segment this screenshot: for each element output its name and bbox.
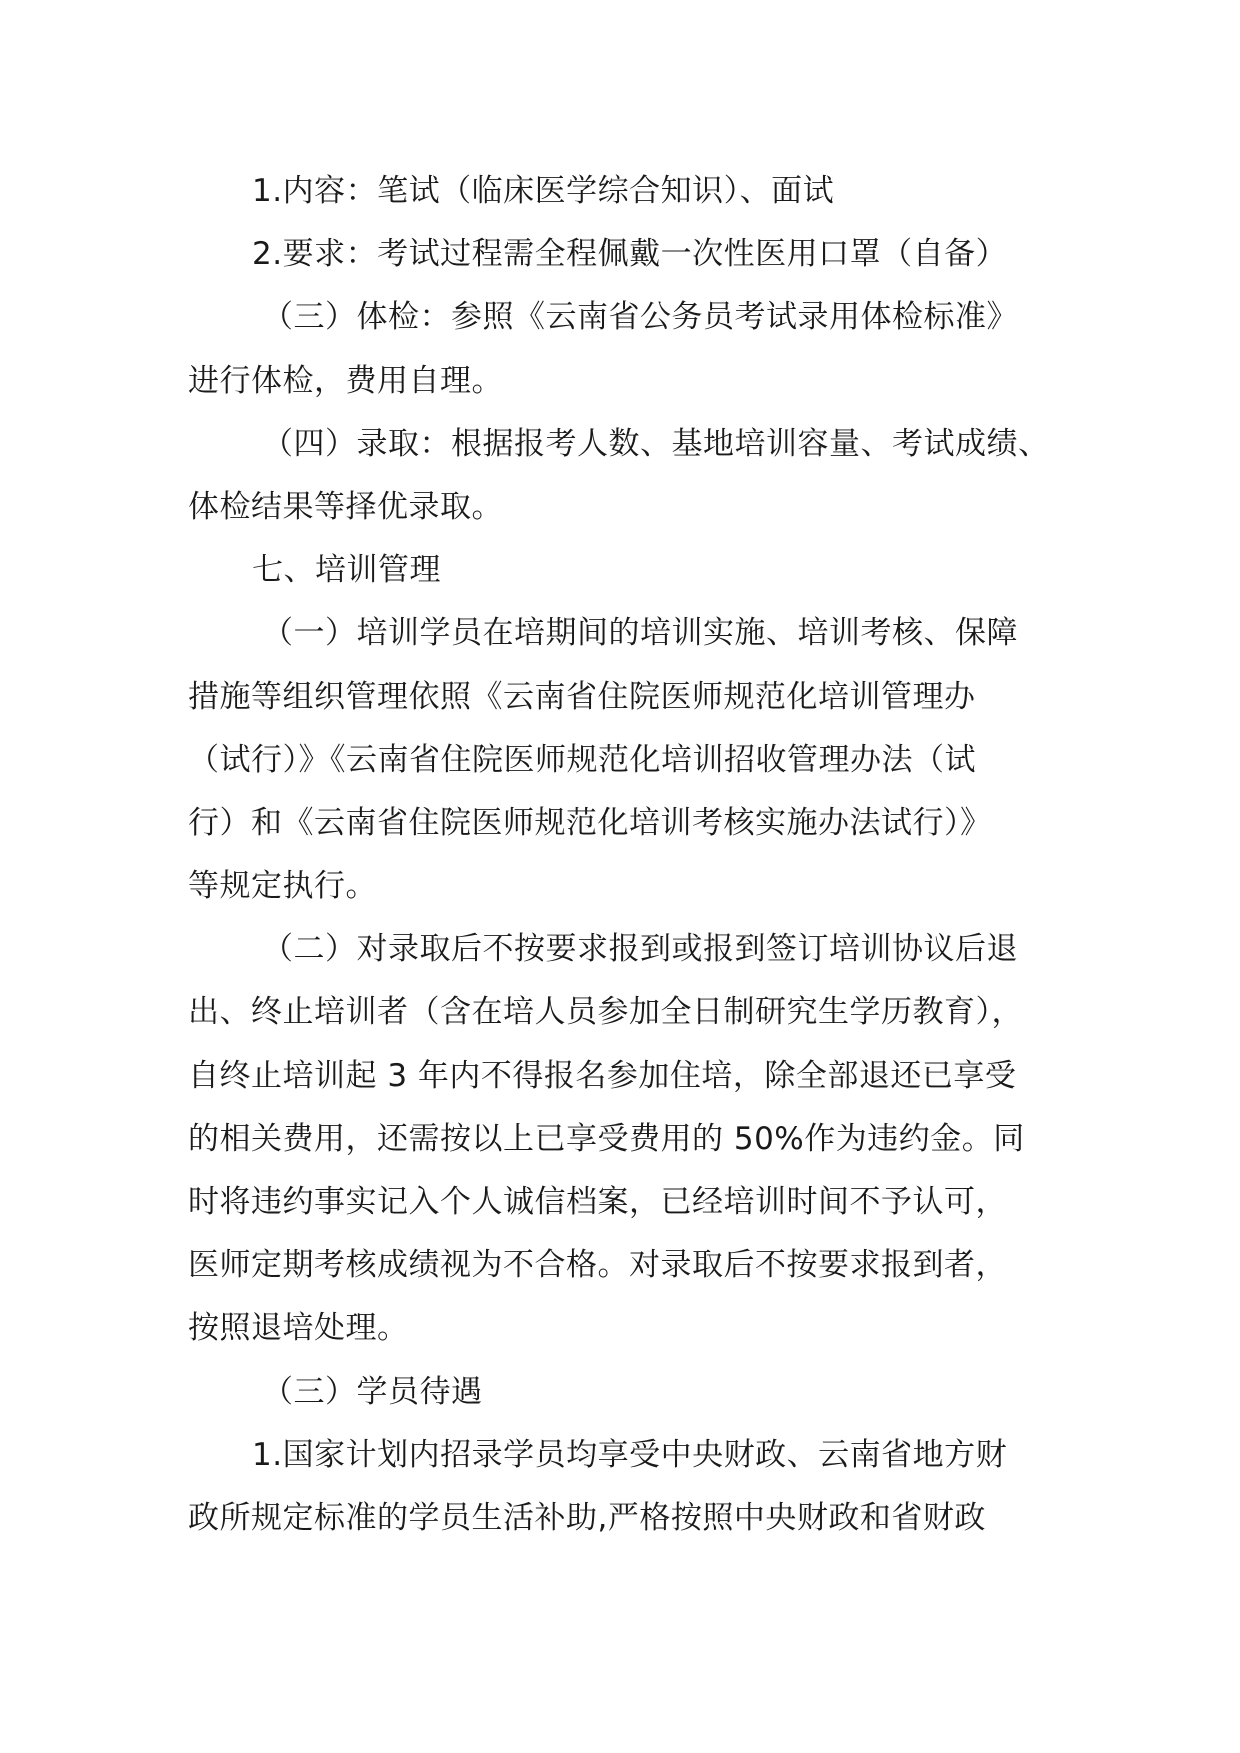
- text-line: 等规定执行。: [188, 868, 377, 905]
- text-line: 医师定期考核成绩视为不合格。对录取后不按要求报到者，: [188, 1247, 1007, 1284]
- text-line: 自终止培训起 3 年内不得报名参加住培，除全部退还已享受: [188, 1057, 1017, 1094]
- text-line: 进行体检，费用自理。: [188, 362, 503, 399]
- text-line: 体检结果等择优录取。: [188, 488, 503, 525]
- text-line: 出、终止培训者（含在培人员参加全日制研究生学历教育），: [188, 994, 1023, 1031]
- text-line: 的相关费用，还需按以上已享受费用的 50%作为违约金。同: [188, 1120, 1025, 1157]
- document-body: [188, 160, 1068, 1550]
- text-line: （三）学员待遇: [262, 1373, 483, 1410]
- text-line: 时将违约事实记入个人诚信档案，已经培训时间不予认可，: [188, 1184, 1007, 1220]
- text-line: （一）培训学员在培期间的培训实施、培训考核、保障: [262, 615, 1018, 652]
- text-line: 1.国家计划内招录学员均享受中央财政、云南省地方财: [252, 1436, 1008, 1473]
- text-line: 措施等组织管理依照《云南省住院医师规范化培训管理办: [188, 678, 976, 715]
- text-line: 2.要求：考试过程需全程佩戴一次性医用口罩（自备）: [252, 236, 1008, 273]
- text-line: （试行）》《云南省住院医师规范化培训招收管理办法（试: [188, 741, 976, 778]
- text-line: （二）对录取后不按要求报到或报到签订培训协议后退: [262, 931, 1018, 968]
- text-line: （三）体检：参照《云南省公务员考试录用体检标准》: [262, 299, 1018, 336]
- text-line: 按照退培处理。: [188, 1310, 409, 1347]
- text-line: （四）录取：根据报考人数、基地培训容量、考试成绩、: [262, 425, 1050, 462]
- text-line: 1.内容：笔试（临床医学综合知识）、面试: [252, 173, 835, 209]
- section-heading: 七、培训管理: [252, 552, 441, 589]
- text-line: 行）和《云南省住院医师规范化培训考核实施办法试行）》: [188, 804, 992, 841]
- text-line: 政所规定标准的学员生活补助,严格按照中央财政和省财政: [188, 1499, 986, 1536]
